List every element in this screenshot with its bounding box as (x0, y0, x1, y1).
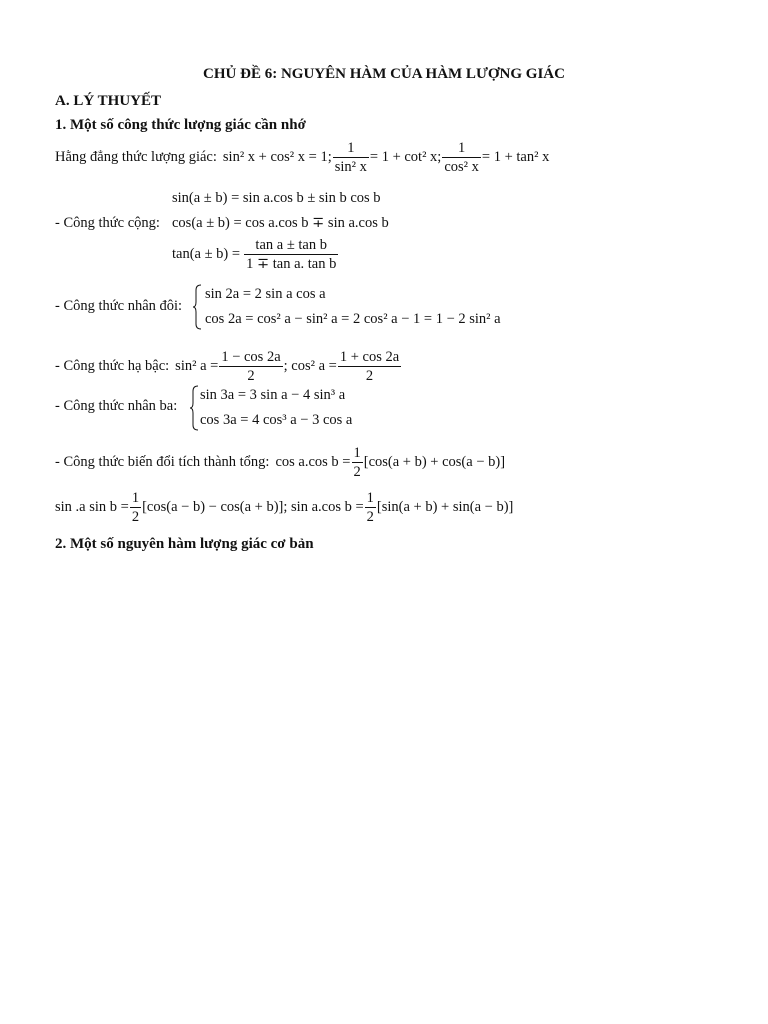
fraction-numerator: 1 (131, 490, 140, 506)
page-title: CHỦ ĐỀ 6: NGUYÊN HÀM CỦA HÀM LƯỢNG GIÁC (203, 66, 565, 82)
triple-cos-formula: cos 3a = 4 cos³ a − 3 cos a (200, 412, 353, 428)
fraction-denominator: 2 (365, 368, 374, 384)
identities-line (55, 140, 549, 175)
double-cos-formula: cos 2a = cos² a − sin² a = 2 cos² a − 1 = 1 − 2 sin² a (205, 311, 501, 327)
left-brace-icon (193, 284, 201, 330)
fraction-numerator: 1 (353, 445, 361, 461)
fraction-denominator: cos² x (444, 159, 479, 175)
fraction-denominator: sin² x (334, 159, 367, 175)
cos-product-rhs: [cos(a + b) + cos(a − b)] (363, 454, 506, 470)
cos2-lhs: ; cos² a = (283, 358, 337, 374)
fraction-denominator: 2 (247, 368, 255, 384)
fraction-numerator: 1 (333, 140, 369, 158)
product-sin-line (55, 490, 513, 525)
cos-product-lhs: cos a.cos b = (275, 454, 351, 470)
section-heading: A. LÝ THUYẾT (55, 93, 161, 109)
fraction-denominator: 1 ∓ tan a. tan b (246, 256, 337, 272)
subsection-heading-2: 2. Một số nguyên hàm lượng giác cơ bản (55, 536, 314, 552)
fraction-one-over-sin2 (333, 140, 369, 175)
triple-sin-formula: sin 3a = 3 sin a − 4 sin³ a (200, 387, 346, 403)
fraction-numerator: 1 − cos 2a (221, 349, 281, 365)
fraction-numerator: tan a ± tan b (244, 237, 338, 255)
fraction-numerator: 1 (442, 140, 481, 158)
half-fraction (130, 490, 141, 525)
fraction-numerator: 1 (366, 490, 374, 506)
half-fraction (352, 445, 363, 480)
cot-identity: = 1 + cot² x; (369, 149, 442, 165)
sincos-product-rhs: [sin(a + b) + sin(a − b)] (376, 499, 514, 515)
left-brace-icon (190, 385, 198, 431)
sin2-lhs: sin² a = (175, 358, 219, 374)
product-cos-line (55, 445, 505, 480)
lowering-label: - Công thức hạ bậc: (55, 358, 170, 374)
tan-fraction (244, 237, 338, 272)
double-sin-formula: sin 2a = 2 sin a cos a (205, 286, 326, 302)
triple-angle-label: - Công thức nhân ba: (55, 398, 178, 414)
sin2-fraction (219, 349, 282, 384)
addition-tan-formula (172, 237, 339, 272)
fraction-denominator: 2 (353, 464, 361, 480)
product-label: - Công thức biến đổi tích thành tổng: (55, 454, 270, 470)
tan-identity: = 1 + tan² x (481, 149, 550, 165)
sin-product-rhs: [cos(a − b) − cos(a + b)]; sin a.cos b = (142, 499, 364, 515)
addition-sin-formula: sin(a ± b) = sin a.cos b ± sin b cos b (172, 190, 381, 206)
subsection-heading: 1. Một số công thức lượng giác cần nhớ (55, 117, 306, 133)
fraction-numerator: 1 + cos 2a (339, 349, 400, 365)
double-angle-label: - Công thức nhân đôi: (55, 298, 183, 314)
fraction-denominator: 2 (366, 509, 374, 525)
pythagorean-identity: sin² x + cos² x = 1; (222, 149, 332, 165)
fraction-denominator: 2 (131, 509, 140, 525)
fraction-one-over-cos2 (442, 140, 481, 175)
identities-label: Hằng đẳng thức lượng giác: (55, 149, 217, 165)
addition-cos-formula: cos(a ± b) = cos a.cos b ∓ sin a.cos b (172, 215, 389, 231)
lowering-line (55, 349, 402, 384)
tan-lhs: tan(a ± b) = (172, 246, 241, 262)
half-fraction (365, 490, 376, 525)
sin-product-lhs: sin .a sin b = (55, 499, 129, 515)
addition-label: - Công thức cộng: (55, 215, 160, 231)
cos2-fraction (338, 349, 401, 384)
